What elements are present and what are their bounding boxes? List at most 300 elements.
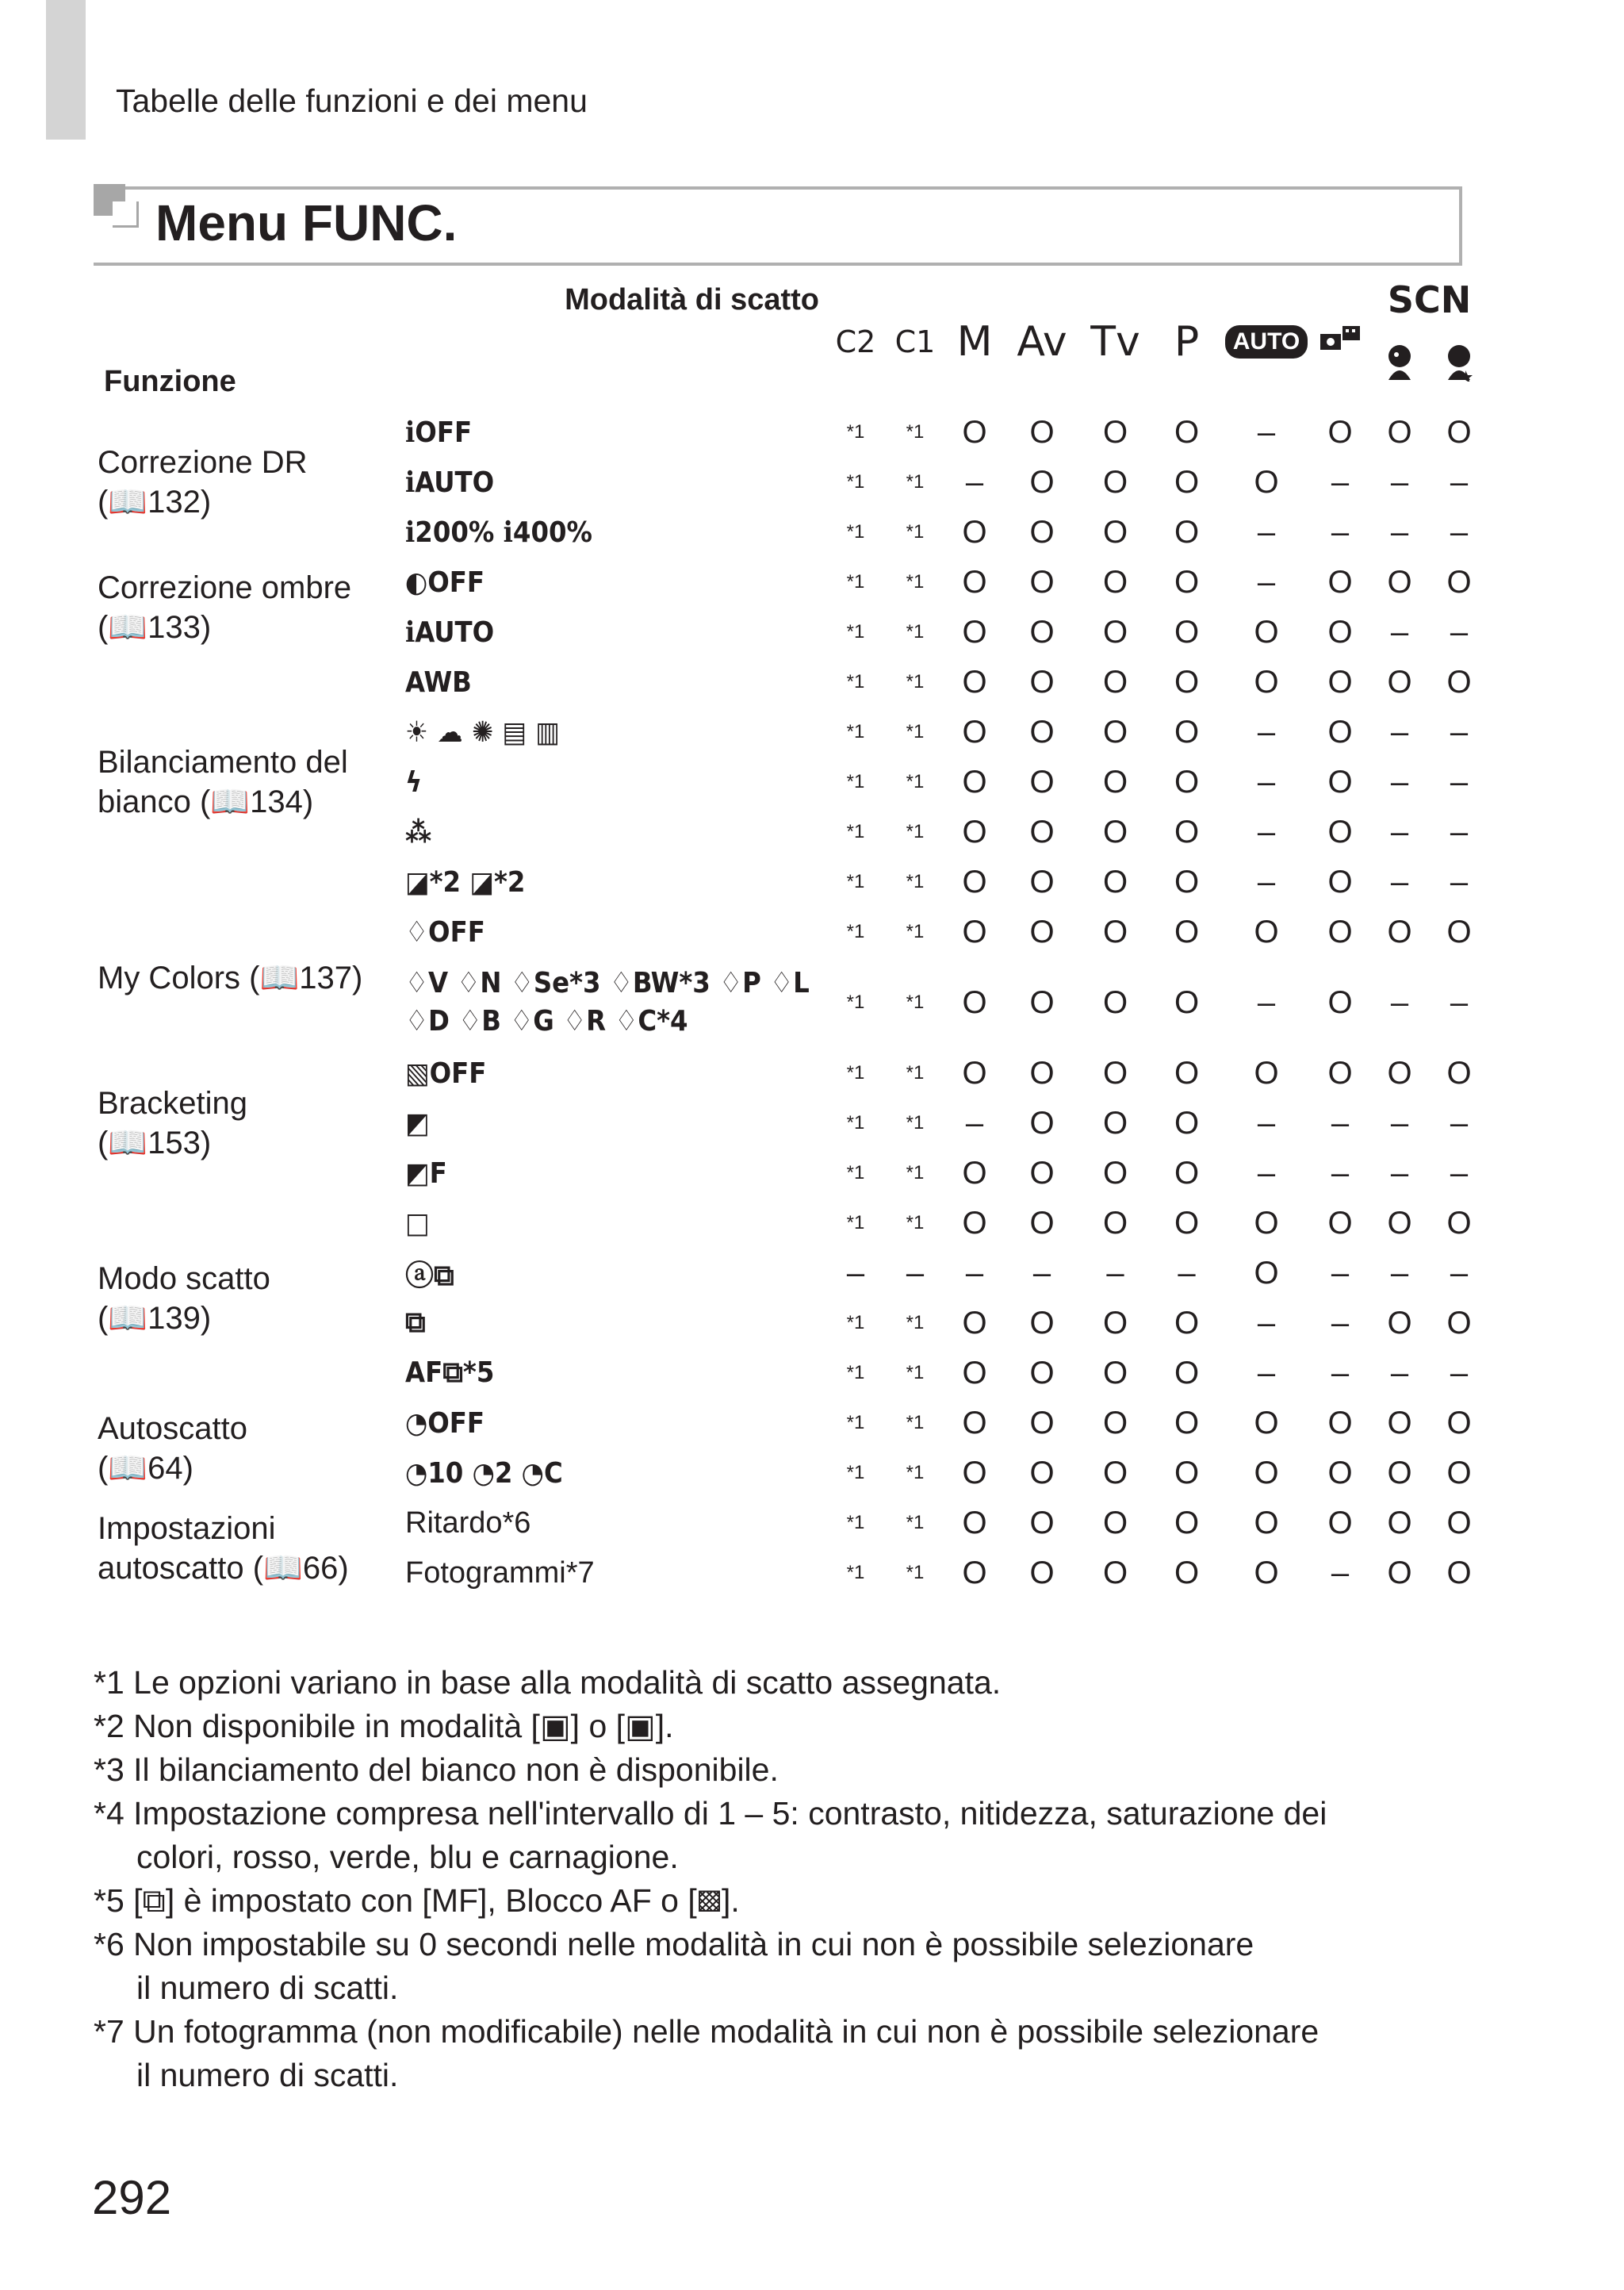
value-cell: – [1312,1550,1368,1596]
function-name: Impostazioni autoscatto [98,1510,276,1586]
value-cell: O [947,909,1002,955]
value-cell: O [1082,1400,1149,1446]
value-cell: O [1224,1200,1308,1246]
value-cell: O [1312,1500,1368,1546]
value-cell: O [1153,459,1220,505]
value-cell: O [1372,1400,1427,1446]
footnote: *4 Impostazione compresa nell'intervallo di 1 – 5: contrasto, nitidezza, saturazione dei [94,1795,1327,1832]
function-ref: (📖134) [200,784,314,819]
function-cell [98,659,401,905]
value-cell: O [1372,1200,1427,1246]
table-row [98,559,1487,605]
value-cell: O [1372,1450,1427,1496]
option-cell: ◪*2 ◪*2 [405,859,824,905]
value-cell: O [1082,1300,1149,1346]
value-cell: O [1372,409,1427,455]
function-ref: (📖66) [252,1550,349,1586]
value-cell: O [1082,459,1149,505]
value-cell: O [947,759,1002,805]
function-ref: (📖153) [98,1126,212,1160]
value-cell: O [1006,1100,1078,1146]
value-cell: – [1224,559,1308,605]
value-cell: O [1006,1150,1078,1196]
value-cell: *1 [828,409,883,455]
value-cell: *1 [887,859,943,905]
value-cell: O [1153,1050,1220,1096]
value-cell: O [1153,1150,1220,1196]
value-cell: – [1431,1350,1487,1396]
value-cell: – [1312,1350,1368,1396]
value-cell: *1 [887,1150,943,1196]
value-cell: *1 [828,609,883,655]
mode-c1-header: C1 [887,278,943,405]
value-cell: O [947,1050,1002,1096]
value-cell: – [1431,1150,1487,1196]
value-cell: O [1312,1400,1368,1446]
value-cell: O [947,959,1002,1046]
footnote-continuation: il numero di scatti. [136,1970,399,2006]
table-row [98,1400,1487,1446]
value-cell: – [1372,1350,1427,1396]
value-cell: O [947,509,1002,555]
value-cell: O [1224,1450,1308,1496]
value-cell: O [1372,659,1427,705]
function-cell [98,409,401,555]
value-cell: – [1224,859,1308,905]
function-name: Modo scatto [98,1260,270,1296]
value-cell: O [1082,609,1149,655]
value-cell: O [947,1150,1002,1196]
mode-auto-header [1224,278,1308,405]
value-cell: O [1312,1450,1368,1496]
option-cell: AF⧉*5 [405,1350,824,1396]
value-cell: – [1431,709,1487,755]
value-cell: – [1372,709,1427,755]
value-cell: *1 [828,809,883,855]
function-name: Bilanciamento del bianco [98,745,348,819]
function-name: Correzione ombre [98,570,352,605]
value-cell: *1 [887,459,943,505]
value-cell: *1 [828,1200,883,1246]
side-tab [46,0,86,140]
mode-p-header: P [1153,278,1220,405]
value-cell: O [1153,909,1220,955]
value-cell: O [947,409,1002,455]
value-cell: O [1431,1050,1487,1096]
value-cell: *1 [887,1400,943,1446]
value-cell: – [1372,1100,1427,1146]
value-cell: O [1312,759,1368,805]
function-cell [98,909,401,1046]
value-cell: O [947,1200,1002,1246]
title-square-outline-icon [113,201,139,228]
value-cell: *1 [828,459,883,505]
value-cell: O [1153,609,1220,655]
value-cell: O [947,1350,1002,1396]
value-cell: – [1431,609,1487,655]
value-cell: *1 [828,1400,883,1446]
mode-av-header: Av [1006,278,1078,405]
value-cell: O [1312,959,1368,1046]
value-cell: – [1372,859,1427,905]
value-cell: O [1006,759,1078,805]
scn-header: SCN [1372,278,1487,321]
table-row [98,1200,1487,1246]
value-cell: O [947,1550,1002,1596]
option-cell: ♢V ♢N ♢Se*3 ♢BW*3 ♢P ♢L ♢D ♢B ♢G ♢R ♢C*4 [405,959,824,1046]
function-header-label: Funzione [104,365,236,398]
portrait-icon [1382,342,1417,382]
value-cell: O [1082,1500,1149,1546]
value-cell: O [1372,559,1427,605]
footnote: *2 Non disponibile in modalità [▣] o [▣]. [94,1708,674,1744]
value-cell: *1 [828,709,883,755]
value-cell: – [1224,1300,1308,1346]
value-cell: – [1372,609,1427,655]
value-cell: O [1006,559,1078,605]
value-cell: – [1224,1150,1308,1196]
table-corner-header [98,278,824,405]
value-cell: – [1224,709,1308,755]
value-cell: O [1006,459,1078,505]
mode-m-header: M [947,278,1002,405]
function-name: Correzione DR [98,445,308,480]
value-cell: *1 [828,859,883,905]
value-cell: – [1372,809,1427,855]
value-cell: – [1431,959,1487,1046]
value-cell: O [947,1300,1002,1346]
value-cell: – [1431,1250,1487,1296]
value-cell: *1 [887,959,943,1046]
value-cell: O [1312,559,1368,605]
mode-hybrid-auto-header [1312,278,1368,405]
scn-portrait-header [1372,325,1427,405]
value-cell: O [1153,1550,1220,1596]
value-cell: – [1153,1250,1220,1296]
value-cell: O [1153,1300,1220,1346]
value-cell: O [1224,609,1308,655]
value-cell: O [1153,659,1220,705]
function-ref: (📖133) [98,609,212,645]
value-cell: – [1224,959,1308,1046]
auto-badge: AUTO [1225,325,1308,359]
table-row [98,409,1487,455]
value-cell: O [1006,1450,1078,1496]
value-cell: – [1431,759,1487,805]
function-name: Bracketing [98,1086,247,1121]
hybrid-auto-icon [1319,323,1362,358]
table-row [98,909,1487,955]
value-cell: – [1372,459,1427,505]
value-cell: O [1006,509,1078,555]
option-cell: ℹAUTO [405,609,824,655]
value-cell: – [1224,1350,1308,1396]
table-row [98,659,1487,705]
value-cell: O [1431,409,1487,455]
value-cell: O [1006,959,1078,1046]
value-cell: O [1153,759,1220,805]
value-cell: O [1224,1550,1308,1596]
value-cell: O [1224,909,1308,955]
value-cell: O [1082,859,1149,905]
table-row [98,1050,1487,1096]
option-cell: ◔10 ◔2 ◔C [405,1450,824,1496]
value-cell: O [1006,909,1078,955]
value-cell: *1 [887,759,943,805]
value-cell: *1 [828,559,883,605]
value-cell: – [1372,1250,1427,1296]
value-cell: O [1006,1050,1078,1096]
value-cell: *1 [887,709,943,755]
value-cell: O [1082,509,1149,555]
value-cell: O [1153,959,1220,1046]
value-cell: *1 [828,909,883,955]
value-cell: O [1312,609,1368,655]
value-cell: O [1082,1200,1149,1246]
option-cell: ◩ [405,1100,824,1146]
footnotes [94,1661,1327,2097]
value-cell: O [1153,1350,1220,1396]
value-cell: *1 [887,1450,943,1496]
value-cell: O [1312,409,1368,455]
value-cell: O [1006,1300,1078,1346]
value-cell: – [1312,459,1368,505]
page-number: 292 [92,2171,172,2224]
value-cell: O [1082,1050,1149,1096]
value-cell: O [1006,1200,1078,1246]
option-cell: ℹ200% ℹ400% [405,509,824,555]
value-cell: *1 [828,1300,883,1346]
value-cell: O [1006,709,1078,755]
value-cell: *1 [887,1500,943,1546]
value-cell: O [1153,1450,1220,1496]
value-cell: *1 [828,959,883,1046]
value-cell: – [1372,509,1427,555]
value-cell: O [1082,1100,1149,1146]
value-cell: O [1372,909,1427,955]
value-cell: O [1224,659,1308,705]
value-cell: O [1082,709,1149,755]
value-cell: O [1153,1200,1220,1246]
table-row [98,1500,1487,1546]
value-cell: *1 [887,509,943,555]
value-cell: – [887,1250,943,1296]
value-cell: – [1372,759,1427,805]
function-cell [98,1200,401,1396]
value-cell: O [1082,1550,1149,1596]
value-cell: O [947,859,1002,905]
option-cell: ▧OFF [405,1050,824,1096]
value-cell: O [947,1400,1002,1446]
value-cell: O [1082,909,1149,955]
value-cell: O [1082,1150,1149,1196]
value-cell: – [1224,809,1308,855]
value-cell: O [1082,559,1149,605]
function-cell [98,1400,401,1496]
value-cell: O [1224,1400,1308,1446]
value-cell: O [1312,659,1368,705]
value-cell: O [947,609,1002,655]
value-cell: *1 [887,1550,943,1596]
value-cell: O [1312,809,1368,855]
option-cell: ◐OFF [405,559,824,605]
value-cell: O [1372,1550,1427,1596]
mode-c2-header: C2 [828,278,883,405]
value-cell: O [1224,1050,1308,1096]
function-ref: (📖137) [249,960,363,995]
value-cell: O [947,1450,1002,1496]
value-cell: O [1312,709,1368,755]
value-cell: O [1006,1400,1078,1446]
value-cell: O [1153,859,1220,905]
value-cell: *1 [887,559,943,605]
option-cell: □ [405,1200,824,1246]
value-cell: O [1006,409,1078,455]
value-cell: O [1431,559,1487,605]
value-cell: *1 [887,809,943,855]
function-ref: (📖132) [98,485,212,520]
value-cell: O [947,709,1002,755]
value-cell: O [1082,1350,1149,1396]
running-head: Tabelle delle funzioni e dei menu [116,82,588,119]
footnote: *3 Il bilanciamento del bianco non è disponibile. [94,1751,779,1788]
value-cell: – [1431,459,1487,505]
function-table [94,274,1491,1600]
footnote: *6 Non impostabile su 0 secondi nelle modalità in cui non è possibile selezionare [94,1926,1254,1962]
value-cell: *1 [887,1350,943,1396]
value-cell: – [1224,1100,1308,1146]
value-cell: O [1153,809,1220,855]
value-cell: O [1006,659,1078,705]
function-cell [98,1500,401,1596]
value-cell: O [1153,709,1220,755]
value-cell: *1 [887,409,943,455]
value-cell: O [1082,809,1149,855]
option-cell: ☀ ☁ ✺ ▤ ▥ [405,709,824,755]
value-cell: O [1312,1200,1368,1246]
value-cell: O [1153,1400,1220,1446]
value-cell: O [1153,1100,1220,1146]
value-cell: – [1372,959,1427,1046]
value-cell: O [1372,1300,1427,1346]
value-cell: O [1006,609,1078,655]
value-cell: – [1312,1300,1368,1346]
option-cell: ◔OFF [405,1400,824,1446]
value-cell: – [1431,809,1487,855]
value-cell: *1 [828,1150,883,1196]
value-cell: – [1431,1100,1487,1146]
value-cell: O [947,659,1002,705]
value-cell: O [1082,759,1149,805]
value-cell: *1 [887,1050,943,1096]
value-cell: – [1372,1150,1427,1196]
value-cell: *1 [828,1050,883,1096]
option-cell: ℹAUTO [405,459,824,505]
value-cell: O [1153,409,1220,455]
value-cell: O [947,1500,1002,1546]
scn-smooth-skin-header [1431,325,1487,405]
value-cell: *1 [887,1200,943,1246]
value-cell: O [1153,509,1220,555]
value-cell: *1 [828,1500,883,1546]
value-cell: *1 [887,659,943,705]
value-cell: *1 [828,1550,883,1596]
page-title: Menu FUNC. [155,194,458,251]
value-cell: – [1006,1250,1078,1296]
option-cell: ♢OFF [405,909,824,955]
value-cell: O [947,809,1002,855]
mode-tv-header: Tv [1082,278,1149,405]
value-cell: O [1082,959,1149,1046]
option-cell: ℹOFF [405,409,824,455]
value-cell: – [1312,1250,1368,1296]
footnote-continuation: il numero di scatti. [136,2057,399,2093]
option-cell: ⓐ⧉ [405,1250,824,1296]
value-cell: O [1224,1500,1308,1546]
value-cell: – [1224,759,1308,805]
option-cell: ◩F [405,1150,824,1196]
value-cell: O [1431,1500,1487,1546]
footnote: *1 Le opzioni variano in base alla modalità di scatto assegnata. [94,1664,1002,1701]
value-cell: – [1082,1250,1149,1296]
option-cell: Fotogrammi*7 [405,1550,824,1596]
footnote: *7 Un fotogramma (non modificabile) nelle modalità in cui non è possibile selezionare [94,2013,1320,2050]
value-cell: O [1082,409,1149,455]
footnote-continuation: colori, rosso, verde, blu e carnagione. [136,1839,679,1875]
value-cell: *1 [887,909,943,955]
value-cell: *1 [828,1350,883,1396]
option-cell: ⧉ [405,1300,824,1346]
value-cell: O [1372,1050,1427,1096]
value-cell: O [1006,1350,1078,1396]
value-cell: – [1431,509,1487,555]
value-cell: *1 [828,659,883,705]
value-cell: O [1082,659,1149,705]
function-name: Autoscatto [98,1410,248,1446]
value-cell: *1 [887,1100,943,1146]
value-cell: O [1431,1200,1487,1246]
function-ref: (📖64) [98,1450,193,1486]
option-cell: AWB [405,659,824,705]
value-cell: *1 [828,1100,883,1146]
value-cell: O [1006,1500,1078,1546]
mode-header-label: Modalità di scatto [565,283,819,316]
value-cell: O [1431,1400,1487,1446]
value-cell: O [1312,909,1368,955]
option-cell: ϟ [405,759,824,805]
value-cell: O [1153,1500,1220,1546]
value-cell: – [947,1100,1002,1146]
value-cell: – [947,459,1002,505]
value-cell: – [1224,409,1308,455]
value-cell: O [1006,859,1078,905]
value-cell: *1 [828,1450,883,1496]
value-cell: – [1431,859,1487,905]
value-cell: O [1372,1500,1427,1546]
value-cell: O [1224,1250,1308,1296]
value-cell: O [1082,1450,1149,1496]
function-cell [98,1050,401,1196]
value-cell: *1 [887,609,943,655]
value-cell: O [1431,1550,1487,1596]
value-cell: – [1312,1150,1368,1196]
value-cell: O [947,559,1002,605]
footnote: *5 [⧉] è impostato con [MF], Blocco AF o [▩]. [94,1882,740,1919]
value-cell: O [1431,909,1487,955]
value-cell: O [1431,1450,1487,1496]
value-cell: *1 [828,509,883,555]
value-cell: O [1153,559,1220,605]
